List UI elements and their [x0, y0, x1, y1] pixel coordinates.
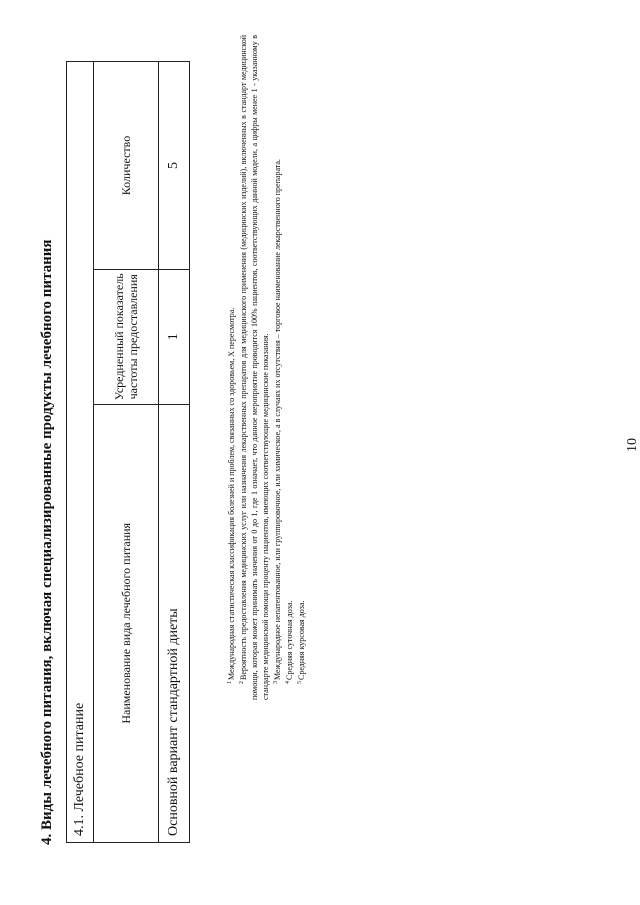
header-quantity: Количество	[94, 62, 159, 270]
footnote	[271, 35, 283, 700]
footnote	[283, 35, 295, 700]
section-heading: 4. Виды лечебного питания, включая специализированные продукты лечебного питания	[39, 239, 55, 845]
footnote-number: 4	[285, 681, 291, 684]
footnote-text: Средняя суточная доза.	[285, 600, 294, 680]
page-number: 10	[625, 438, 640, 452]
table-header-row	[94, 62, 159, 843]
footnote-text: Вероятность предоставления медицинских услуг или назначения лекарственных препаратов для медицинского применения (медицинских изделий), включенных в стандарт медицинской помощи, которая может принимать значения от 0 до 1, где 1 означает, что данное мероприятие проводится 100% пациентов, соответствующих данной модели, а цифры менее 1 - указанному в стандарте медицинской помощи проценту пациентов, имеющих соответствующие медицинские показания.	[239, 35, 270, 700]
footnote	[295, 35, 307, 700]
footnote-number: 5	[297, 681, 303, 684]
cell-frequency: 1	[159, 269, 190, 404]
cell-quantity: 5	[159, 62, 190, 270]
footnote-number: 1	[227, 681, 233, 684]
footnote-number: 3	[273, 681, 279, 684]
footnote-number: 2	[239, 681, 245, 684]
table-row	[159, 62, 190, 843]
footnote-text: Международное непатентованное, или группировочное, или химическое, а в случаях их отсутствия – торговое наименование лекарственного препарата.	[273, 159, 282, 680]
footnote-text: Международная статистическая классификация болезней и проблем, связанных со здоровьем, X пересмотра.	[227, 307, 236, 680]
nutrition-table	[66, 61, 190, 843]
footnote	[237, 35, 271, 700]
cell-name: Основной вариант стандартной диеты	[159, 404, 190, 842]
table-subtitle: 4.1. Лечебное питание	[67, 62, 94, 843]
footnotes	[225, 35, 307, 700]
footnote-text: Средняя курсовая доза.	[297, 600, 306, 680]
footnote	[225, 35, 237, 700]
header-name: Наименование вида лечебного питания	[94, 404, 159, 842]
header-frequency: Усредненный показатель частоты предоставления	[94, 269, 159, 404]
